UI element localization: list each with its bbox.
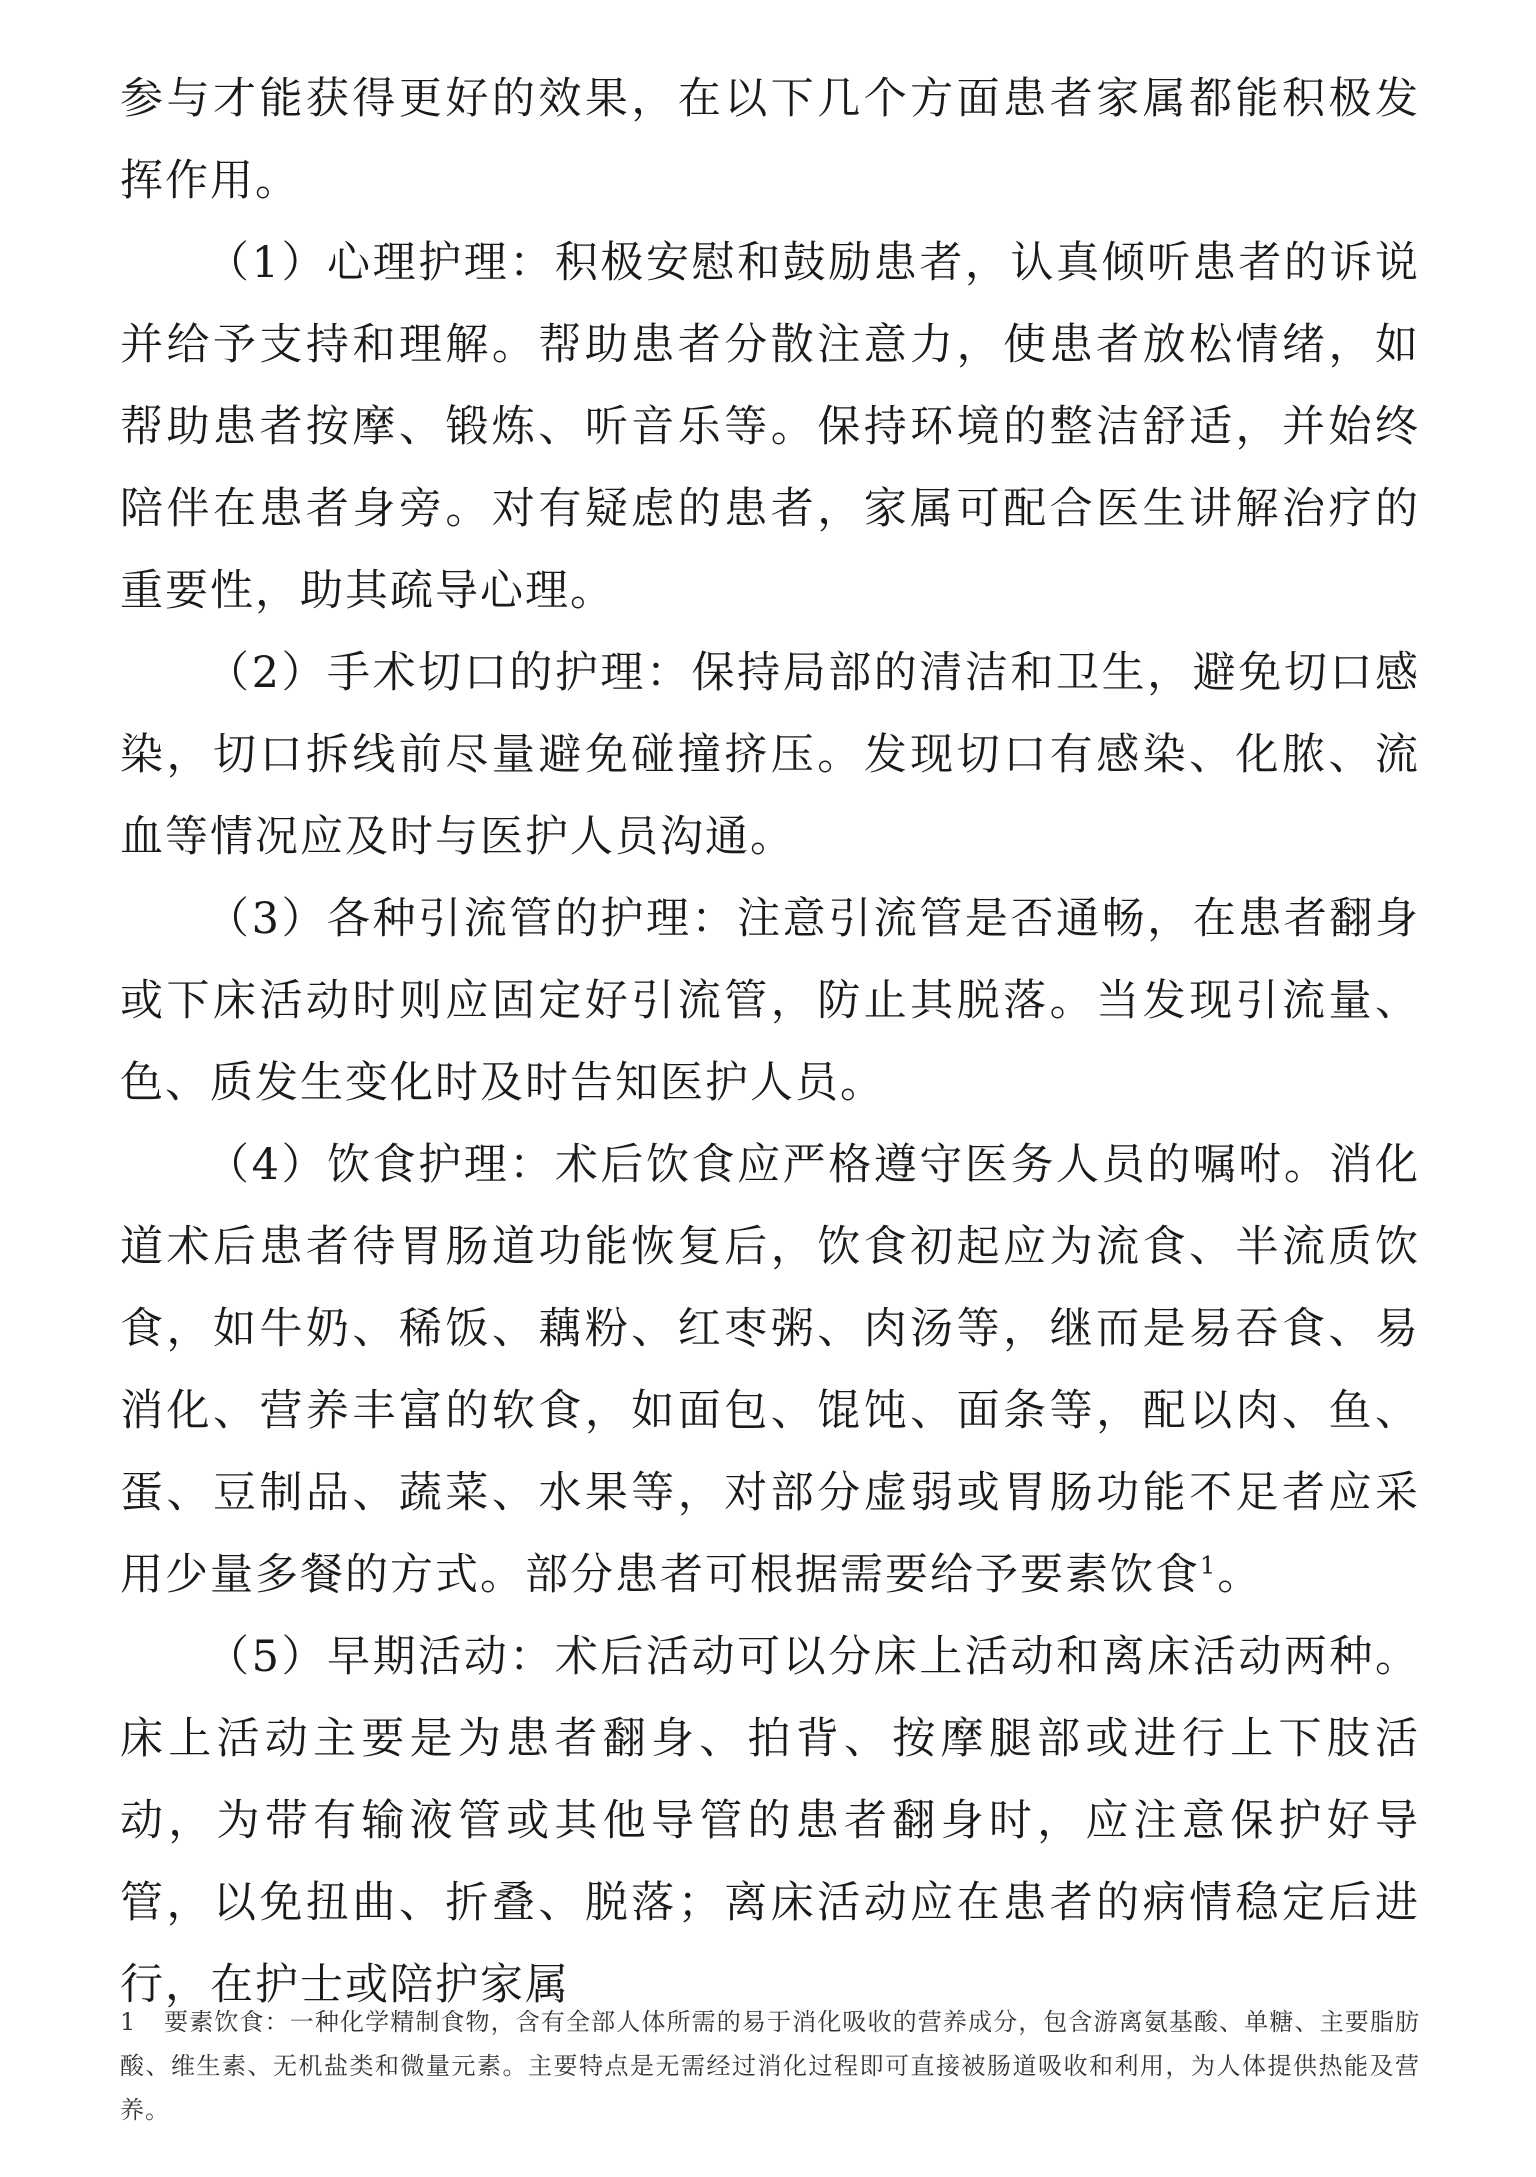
paragraph-drainage-care: （3）各种引流管的护理：注意引流管是否通畅，在患者翻身或下床活动时则应固定好引流管，防止其脱落。当发现引流量、色、质发生变化时及时告知医护人员。 bbox=[120, 894, 1420, 1108]
paragraph-diet-care: （4）饮食护理：术后饮食应严格遵守医务人员的嘱咐。消化道术后患者待胃肠道功能恢复后，饮食初起应为流食、半流质饮食，如牛奶、稀饭、藕粉、红枣粥、肉汤等，继而是易吞食、易消化、营养丰富的软食，如面包、馄饨、面条等，配以肉、鱼、蛋、豆制品、蔬菜、水果等，对部分虚弱或胃肠功能不足者应采用少量多餐的方式。部分患者可根据需要给予要素饮食$^1$。 bbox=[120, 1140, 1420, 1600]
paragraph-psychological-care: （1）心理护理：积极安慰和鼓励患者，认真倾听患者的诉说并给予支持和理解。帮助患者分散注意力，使患者放松情绪，如帮助患者按摩、锻炼、听音乐等。保持环境的整洁舒适，并始终陪伴在患者身旁。对有疑虑的患者，家属可配合医生讲解治疗的重要性，助其疏导心理。 bbox=[120, 238, 1420, 616]
paragraph-intro: 参与才能获得更好的效果，在以下几个方面患者家属都能积极发挥作用。 bbox=[120, 74, 1420, 206]
paragraph-incision-care: （2）手术切口的护理：保持局部的清洁和卫生，避免切口感染，切口拆线前尽量避免碰撞挤压。发现切口有感染、化脓、流血等情况应及时与医护人员沟通。 bbox=[120, 648, 1420, 862]
paragraph-early-activity: （5）早期活动：术后活动可以分床上活动和离床活动两种。床上活动主要是为患者翻身、拍背、按摩腿部或进行上下肢活动，为带有输液管或其他导管的患者翻身时，应注意保护好导管，以免扭曲、折叠、脱落；离床活动应在患者的病情稳定后进行，在护士或陪护家属 bbox=[120, 1632, 1420, 2010]
body-text bbox=[120, 58, 1420, 2026]
footnote-ref: 1 bbox=[1200, 1551, 1218, 1580]
footnote bbox=[120, 2000, 1420, 2132]
footnote-number: 1 bbox=[120, 2008, 137, 2036]
footnote-text: 要素饮食：一种化学精制食物，含有全部人体所需的易于消化吸收的营养成分，包含游离氨基酸、单糖、主要脂肪酸、维生素、无机盐类和微量元素。主要特点是无需经过消化过程即可直接被肠道吸收和利用，为人体提供热能及营养。 bbox=[120, 2008, 1420, 2124]
